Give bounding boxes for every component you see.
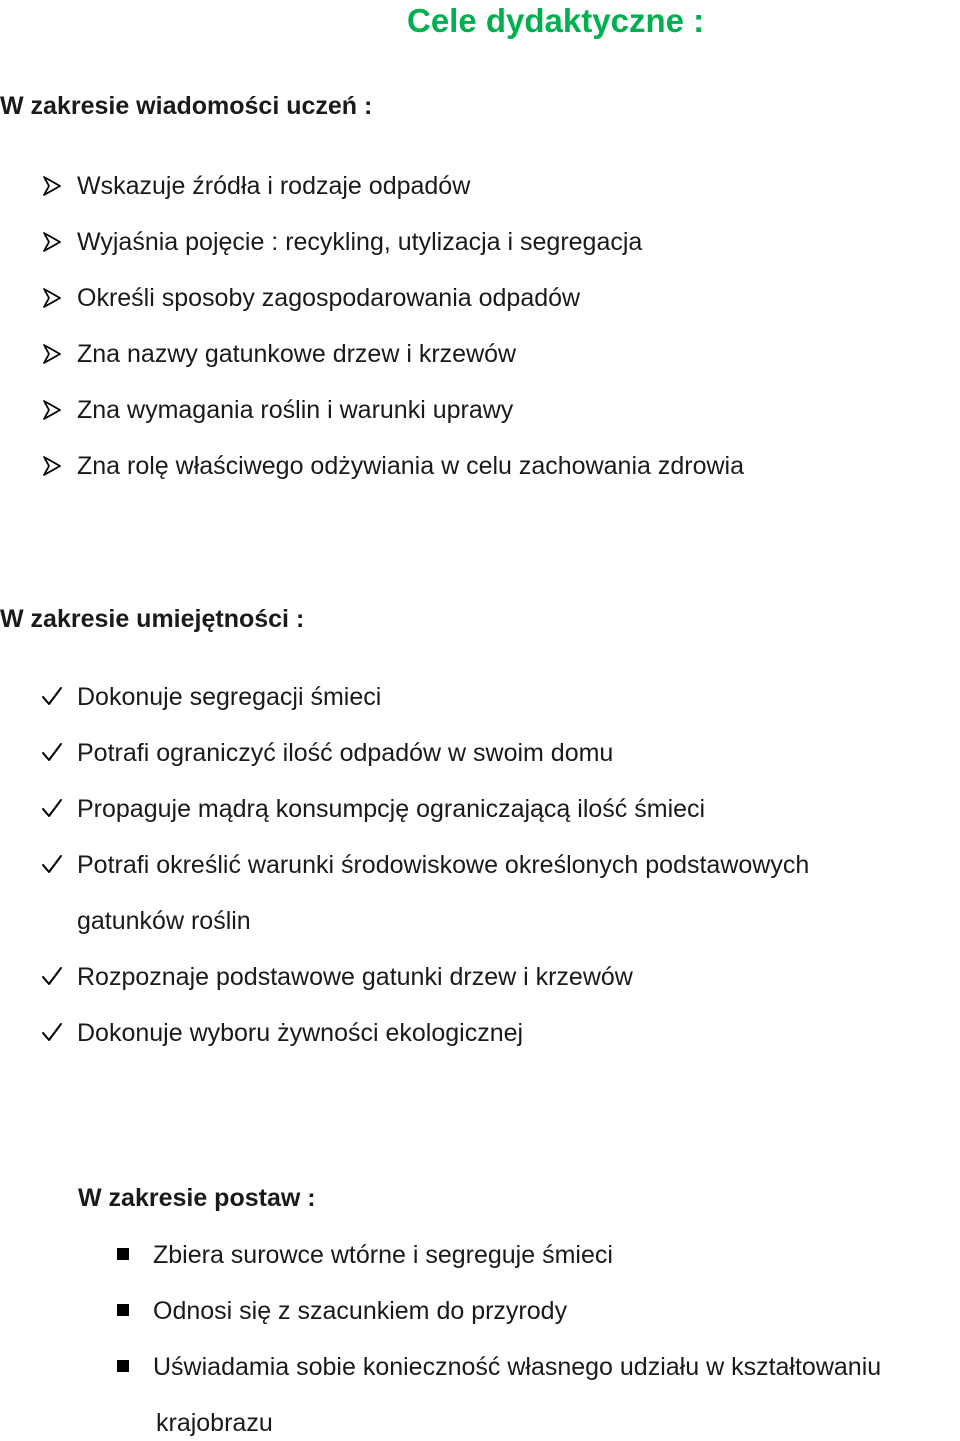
list-item: Dokonuje segregacji śmieci — [77, 683, 382, 711]
list-item: Uświadamia sobie konieczność własnego udziału w kształtowaniu — [153, 1353, 882, 1381]
list-item: Zbiera surowce wtórne i segreguje śmieci — [153, 1241, 613, 1269]
arrowhead-icon — [40, 286, 64, 310]
list-item: Zna wymagania roślin i warunki uprawy — [77, 396, 514, 424]
list-item: Rozpoznaje podstawowe gatunki drzew i krzewów — [77, 963, 633, 991]
list-item: Zna rolę właściwego odżywiania w celu zachowania zdrowia — [77, 452, 744, 480]
checkmark-icon — [40, 1020, 64, 1044]
list-item-continuation: gatunków roślin — [77, 907, 251, 935]
arrowhead-icon — [40, 398, 64, 422]
list-item: Zna nazwy gatunkowe drzew i krzewów — [77, 340, 517, 368]
section-heading-attitudes: W zakresie postaw : — [78, 1184, 316, 1212]
list-item: Dokonuje wyboru żywności ekologicznej — [77, 1019, 524, 1047]
arrowhead-icon — [40, 230, 64, 254]
arrowhead-icon — [40, 342, 64, 366]
list-item: Odnosi się z szacunkiem do przyrody — [153, 1297, 568, 1325]
checkmark-icon — [40, 796, 64, 820]
list-item: Wskazuje źródła i rodzaje odpadów — [77, 172, 471, 200]
checkmark-icon — [40, 964, 64, 988]
list-item-continuation: krajobrazu — [156, 1409, 273, 1437]
checkmark-icon — [40, 684, 64, 708]
list-item: Wyjaśnia pojęcie : recykling, utylizacja i segregacja — [77, 228, 643, 256]
section-heading-knowledge: W zakresie wiadomości uczeń : — [0, 92, 373, 120]
page-title: Cele dydaktyczne : — [407, 2, 705, 39]
checkmark-icon — [40, 740, 64, 764]
list-item: Określi sposoby zagospodarowania odpadów — [77, 284, 581, 312]
square-bullet-icon — [117, 1248, 129, 1260]
square-bullet-icon — [117, 1360, 129, 1372]
arrowhead-icon — [40, 174, 64, 198]
arrowhead-icon — [40, 454, 64, 478]
square-bullet-icon — [117, 1304, 129, 1316]
list-item: Potrafi ograniczyć ilość odpadów w swoim domu — [77, 739, 614, 767]
section-heading-skills: W zakresie umiejętności : — [0, 605, 305, 633]
checkmark-icon — [40, 852, 64, 876]
list-item: Potrafi określić warunki środowiskowe określonych podstawowych — [77, 851, 810, 879]
list-item: Propaguje mądrą konsumpcję ograniczającą ilość śmieci — [77, 795, 706, 823]
